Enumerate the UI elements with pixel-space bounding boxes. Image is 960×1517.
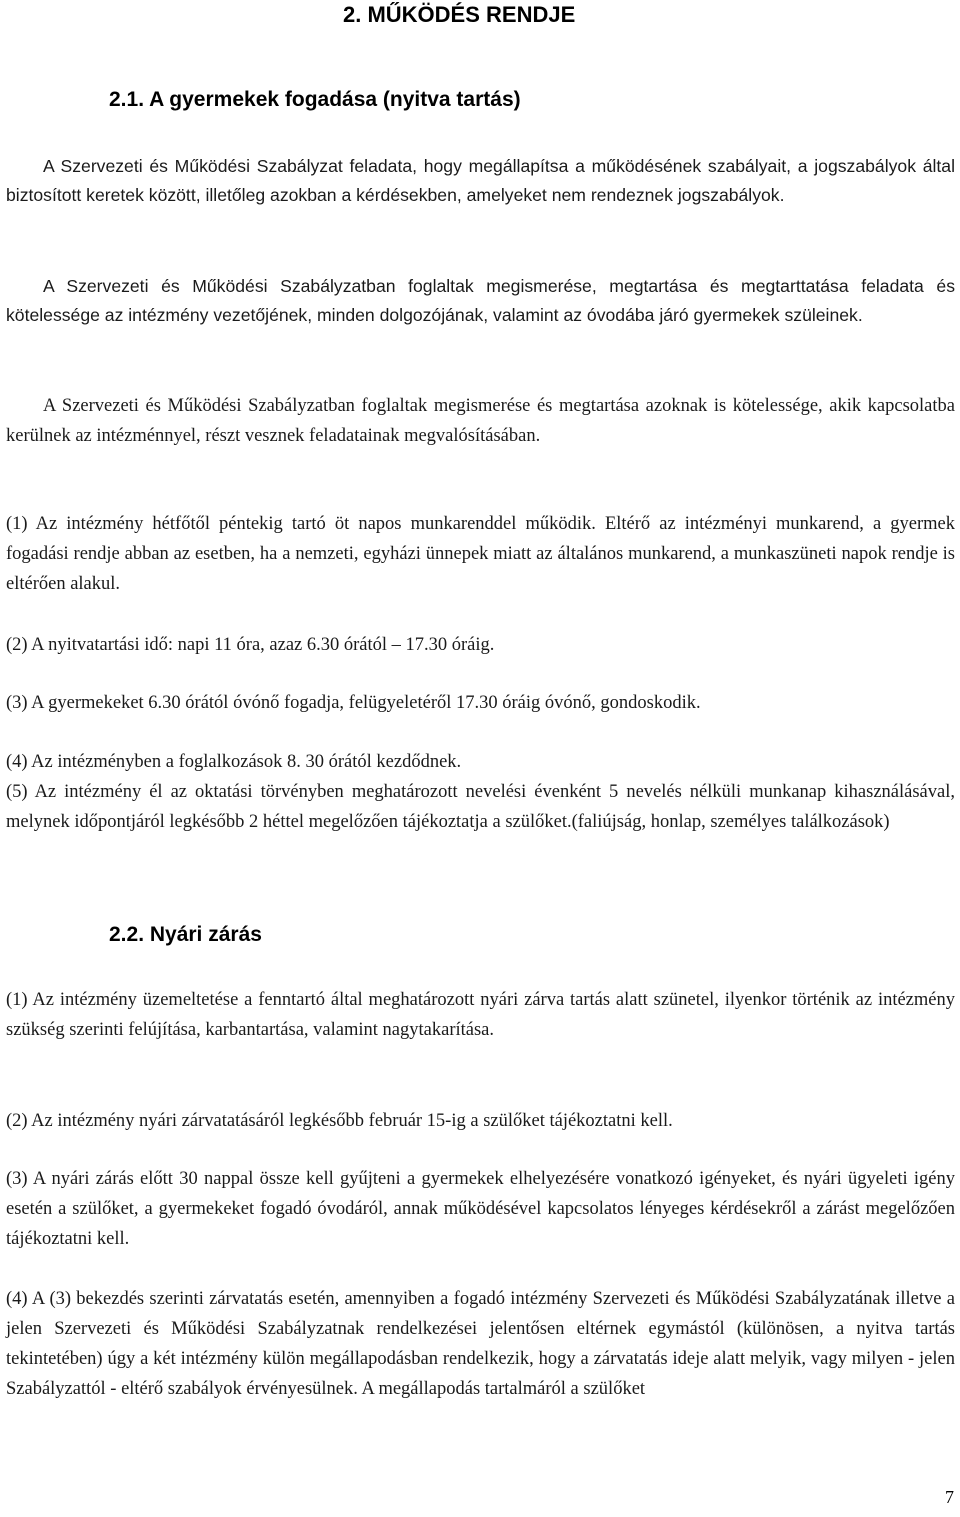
subsection-heading-summer-closure: 2.2. Nyári zárás xyxy=(109,923,262,946)
paragraph-work-schedule: (1) Az intézmény hétfőtől péntekig tartó öt napos munkarenddel működik. Eltérő az intézményi munkarend, a gyermek fogadási rendje abban az esetben, ha a nemzeti, egyházi ünnepek miatt az általános munkarend, a munkaszüneti napok rendje is eltérően alakul. xyxy=(6,514,955,594)
page-number: 7 xyxy=(945,1487,954,1507)
paragraph-summer-duty: (3) A nyári zárás előtt 30 nappal össze kell gyűjteni a gyermekek elhelyezésére vonatkozó igényeket, és nyári ügyeleti igény esetén a szülőket, a gyermekeket fogadó óvodáról, annak működésével kapcsolatos lényeges kérdésekről a zárást megelőzően tájékoztatni kell. xyxy=(6,1169,955,1249)
paragraph-opening-hours: (2) A nyitvatartási idő: napi 11 óra, azaz 6.30 órától – 17.30 óráig. xyxy=(6,635,495,655)
paragraph-sms-purpose: A Szervezeti és Működési Szabályzat feladata, hogy megállapítsa a működésének szabályait, a jogszabályok által biztosított keretek között, illetőleg azokban a kérdésekben, amelyeket nem rendeznek jogszabályok. xyxy=(6,156,955,205)
paragraph-summer-maintenance: (1) Az intézmény üzemeltetése a fenntartó által meghatározott nyári zárva tartás alatt szünetel, ilyenkor történik az intézmény szükség szerinti felújítása, karbantartása, valamint nagytakarítása. xyxy=(6,990,955,1040)
section-heading: 2. MŰKÖDÉS RENDJE xyxy=(343,2,576,27)
paragraph-child-reception: (3) A gyermekeket 6.30 órától óvónő fogadja, felügyeletéről 17.30 óráig óvónő, gondoskodik. xyxy=(6,693,701,713)
paragraph-summer-notice: (2) Az intézmény nyári zárvatatásáról legkésőbb február 15-ig a szülőket tájékoztatni kell. xyxy=(6,1111,673,1131)
subsection-heading-opening-hours: 2.1. A gyermekek fogadása (nyitva tartás) xyxy=(109,88,521,111)
paragraph-non-teaching-days: (5) Az intézmény él az oktatási törvényben meghatározott nevelési évenként 5 nevelés nélküli munkanap kihasználásával, melynek időpontjáról legkésőbb 2 héttel megelőzően tájékoztatja a szülőket.(faliújság, honlap, személyes találkozások) xyxy=(6,782,955,832)
paragraph-activities-start: (4) Az intézményben a foglalkozások 8. 30 órától kezdődnek. xyxy=(6,752,462,772)
paragraph-summer-agreement: (4) A (3) bekezdés szerinti zárvatatás esetén, amennyiben a fogadó intézmény Szervezeti és Működési Szabályzatának illetve a jelen Szervezeti és Működési Szabályzatnak rendelkezései jelentősen eltérnek egymástól (különösen, a nyitva tartás tekintetében) úgy a két intézmény külön megállapodásban rendelkezik, hogy a zárvatatás ideje alatt melyik, vagy milyen - jelen Szabályzattól - eltérő szabályok érvényesülnek. A megállapodás tartalmáról a szülőket xyxy=(6,1289,955,1399)
paragraph-sms-external: A Szervezeti és Működési Szabályzatban foglaltak megismerése és megtartása azoknak is kötelessége, akik kapcsolatba kerülnek az intézménnyel, részt vesznek feladatainak megvalósításában. xyxy=(6,396,955,446)
paragraph-sms-obligation: A Szervezeti és Működési Szabályzatban foglaltak megismerése, megtartása és megtarttatása feladata és kötelessége az intézmény vezetőjének, minden dolgozójának, valamint az óvodába járó gyermekek szüleinek. xyxy=(6,276,955,325)
